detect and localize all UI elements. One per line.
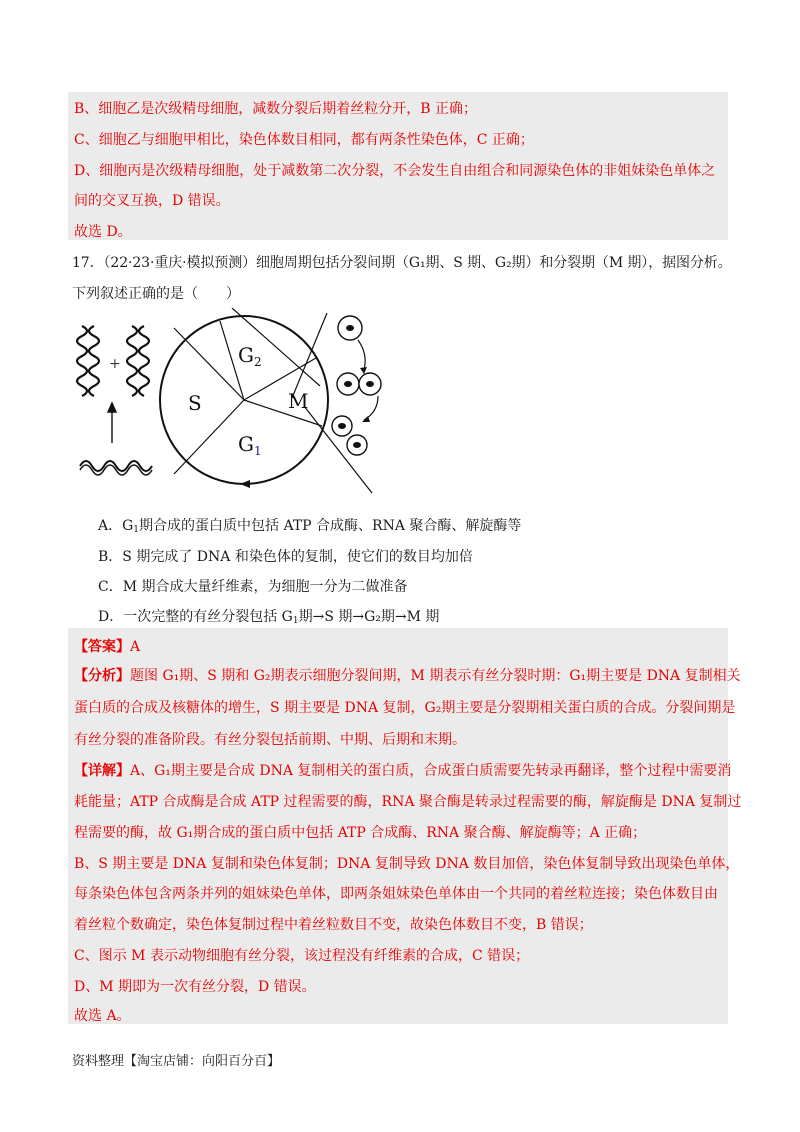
- option-c: C．M 期合成大量纤维素，为细胞一分为二做准备: [98, 579, 408, 595]
- analysis-line-1: 【分析】题图 G₁期、S 期和 G₂期表示细胞分裂间期，M 期表示有丝分裂时期：G₁期主要是 DNA 复制相关: [74, 668, 741, 684]
- plus-sign: +: [109, 356, 121, 372]
- previous-conclusion: 故选 D。: [74, 224, 132, 240]
- g2-label: $G_2$: [238, 343, 262, 369]
- previous-line-b: B、细胞乙是次级精母细胞，减数分裂后期着丝粒分开，B 正确；: [74, 101, 478, 117]
- m-label: M: [288, 389, 309, 413]
- previous-line-d: D、细胞丙是次级精母细胞，处于减数第二次分裂，不会发生自由组合和同源染色体的非姐妹染色单体之: [74, 163, 716, 179]
- detail-line-3: 程需要的酶，故 G₁期合成的蛋白质中包括 ATP 合成酶、RNA 聚合酶、解旋酶等；A 正确；: [74, 825, 647, 841]
- detail-line-2: 耗能量；ATP 合成酶是合成 ATP 过程需要的酶，RNA 聚合酶是转录过程需要的酶，解旋酶是 DNA 复制过: [74, 794, 742, 810]
- question-stem-cont: 下列叙述正确的是（ ）: [72, 286, 240, 302]
- detail-line-4: B、S 期主要是 DNA 复制和染色体复制；DNA 复制导致 DNA 数目加倍，染色体复制导致出现染色单体，: [74, 856, 740, 872]
- footer-source: 资料整理【淘宝店铺：向阳百分百】: [72, 1054, 281, 1069]
- previous-line-d-cont: 间的交叉互换，D 错误。: [74, 193, 230, 209]
- detail-line-1: 【详解】A、G₁期主要是合成 DNA 复制相关的蛋白质，合成蛋白质需要先转录再翻译，整个过程中需要消: [74, 763, 732, 779]
- answer-line: 【答案】A: [74, 639, 141, 655]
- cycle-arrow-icon: [240, 480, 250, 488]
- option-d: D．一次完整的有丝分裂包括 $G_1$期→S 期→G₂期→M 期: [98, 609, 440, 626]
- option-a: A．$G_1$期合成的蛋白质中包括 ATP 合成酶、RNA 聚合酶、解旋酶等: [98, 518, 522, 535]
- analysis-line-2: 蛋白质的合成及核糖体的增生，S 期主要是 DNA 复制，G₂期主要是分裂期相关蛋白质的合成。分裂间期是: [74, 700, 736, 716]
- detail-line-8: D、M 期即为一次有丝分裂，D 错误。: [74, 979, 316, 995]
- dividing-cells-icon: [332, 316, 381, 455]
- cell-cycle-diagram: [72, 308, 402, 498]
- question-stem: 17．（22·23·重庆·模拟预测）细胞周期包括分裂间期（G₁期、S 期、G₂期）和分裂期（M 期），据图分析。: [72, 255, 732, 271]
- analysis-line-3: 有丝分裂的准备阶段。有丝分裂包括前期、中期、后期和末期。: [74, 732, 466, 748]
- previous-line-c: C、细胞乙与细胞甲相比，染色体数目相同，都有两条性染色体，C 正确；: [74, 132, 534, 148]
- detail-line-6: 着丝粒个数确定，染色体复制过程中着丝粒数目不变，故染色体数目不变，B 错误；: [74, 917, 593, 933]
- detail-line-5: 每条染色体包含两条并列的姐妹染色单体，即两条姐妹染色单体由一个共同的着丝粒连接；染色体数目由: [74, 886, 718, 902]
- g1-label: $G_1$: [238, 432, 262, 458]
- detail-conclusion: 故选 A。: [74, 1008, 131, 1024]
- option-b: B．S 期完成了 DNA 和染色体的复制，使它们的数目均加倍: [98, 549, 473, 565]
- up-arrow-icon: [108, 403, 116, 443]
- detail-line-7: C、图示 M 表示动物细胞有丝分裂，该过程没有纤维素的合成，C 错误；: [74, 948, 530, 964]
- s-label: S: [188, 391, 202, 415]
